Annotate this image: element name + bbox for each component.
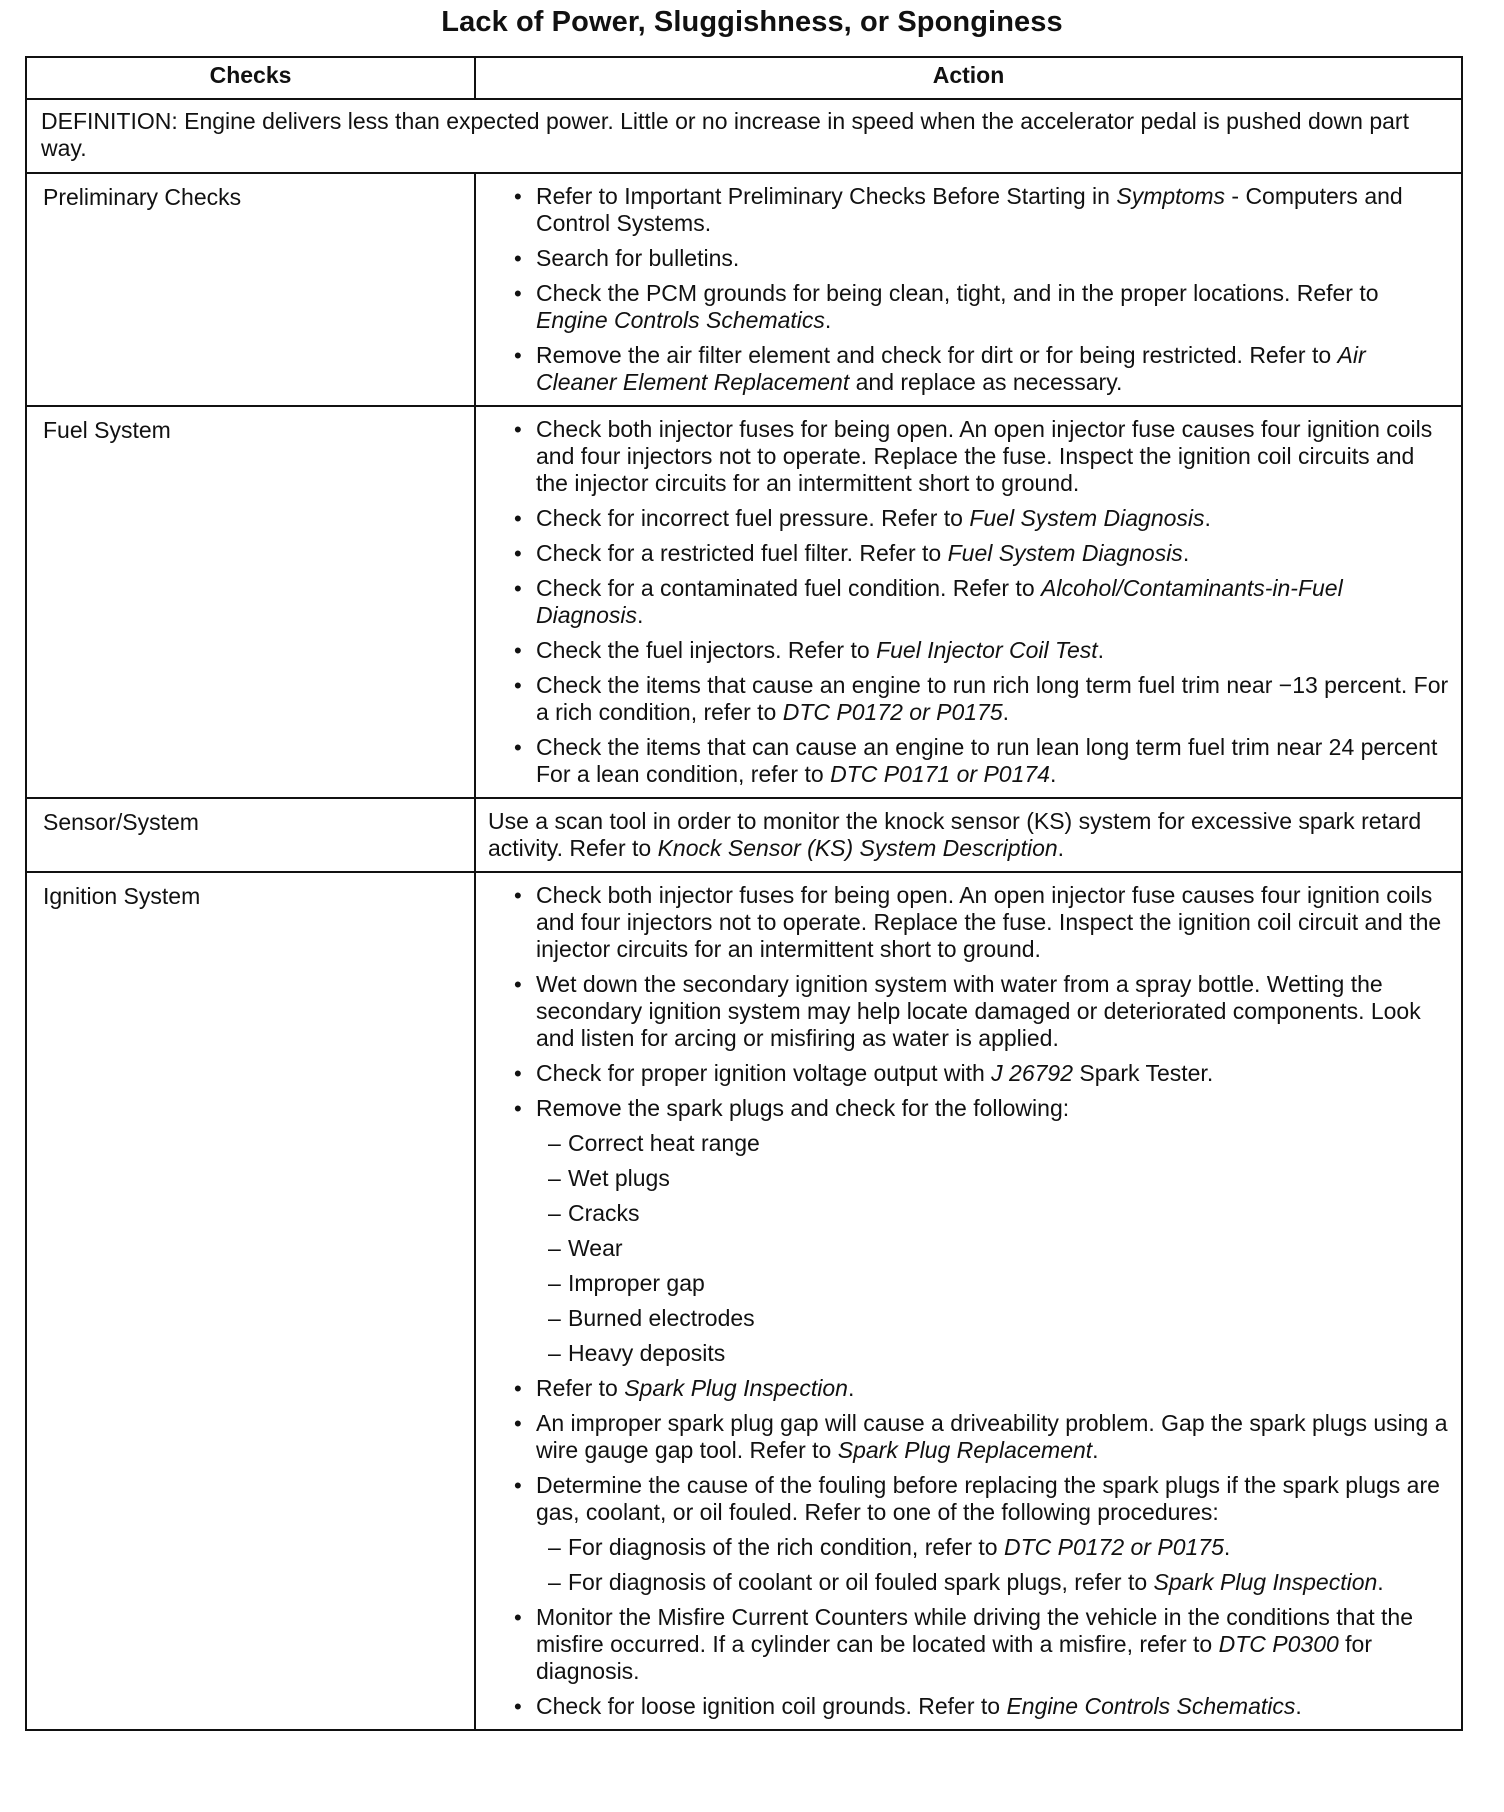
action-item: • Check for incorrect fuel pressure. Refer to Fuel System Diagnosis. bbox=[512, 505, 1451, 532]
sub-item: – Burned electrodes bbox=[536, 1305, 1451, 1332]
table-row bbox=[26, 406, 1462, 798]
action-item: • Check for proper ignition voltage output with J 26792 Spark Tester. bbox=[512, 1060, 1451, 1087]
action-item: • Determine the cause of the fouling before replacing the spark plugs if the spark plugs are gas, coolant, or oil fouled. Refer to one of the following procedures: – For diagnosis of the rich condition, refer to DTC P0172 or P0175. – For diagnosis of coolant or oil fouled spark plugs, refer to Spark Plug Inspection. bbox=[512, 1472, 1451, 1596]
sub-item: – Heavy deposits bbox=[536, 1340, 1451, 1367]
action-header: Action bbox=[475, 57, 1462, 99]
header-row bbox=[26, 57, 1462, 99]
sub-item: – Improper gap bbox=[536, 1270, 1451, 1297]
action-item: • Wet down the secondary ignition system with water from a spray bottle. Wetting the secondary ignition system may help locate damaged or deteriorated components. Look and listen for arcing or misfiring as water is applied. bbox=[512, 971, 1451, 1052]
check-preliminary: Preliminary Checks bbox=[26, 173, 475, 406]
sub-item: – For diagnosis of the rich condition, refer to DTC P0172 or P0175. bbox=[536, 1534, 1451, 1561]
action-cell bbox=[475, 406, 1462, 798]
action-cell: Use a scan tool in order to monitor the knock sensor (KS) system for excessive spark retard activity. Refer to Knock Sensor (KS) System Description. bbox=[475, 798, 1462, 872]
table-row bbox=[26, 798, 1462, 872]
check-fuel-system: Fuel System bbox=[26, 406, 475, 798]
action-item: • Refer to Spark Plug Inspection. bbox=[512, 1375, 1451, 1402]
page-title: Lack of Power, Sluggishness, or Sponginess bbox=[441, 6, 1063, 38]
action-item: • Refer to Important Preliminary Checks Before Starting in Symptoms - Computers and Control Systems. bbox=[512, 183, 1451, 237]
definition-row bbox=[26, 99, 1462, 173]
check-sensor-system: Sensor/System bbox=[26, 798, 475, 872]
action-cell bbox=[475, 872, 1462, 1730]
check-ignition-system: Ignition System bbox=[26, 872, 475, 1730]
action-item: • Check the items that can cause an engine to run lean long term fuel trim near 24 percent For a lean condition, refer to DTC P0171 or P0174. bbox=[512, 734, 1451, 788]
definition-text: DEFINITION: Engine delivers less than expected power. Little or no increase in speed when the accelerator pedal is pushed down part way. bbox=[26, 99, 1462, 173]
sub-item: – Wear bbox=[536, 1235, 1451, 1262]
diagnostic-table bbox=[25, 56, 1463, 1731]
action-item: • Search for bulletins. bbox=[512, 245, 1451, 272]
table-row bbox=[26, 173, 1462, 406]
sub-item: – Wet plugs bbox=[536, 1165, 1451, 1192]
sub-item: – Correct heat range bbox=[536, 1130, 1451, 1157]
action-item: • Check the items that cause an engine to run rich long term fuel trim near −13 percent. For a rich condition, refer to DTC P0172 or P0175. bbox=[512, 672, 1451, 726]
action-item: • Check the fuel injectors. Refer to Fuel Injector Coil Test. bbox=[512, 637, 1451, 664]
sub-item: – For diagnosis of coolant or oil fouled spark plugs, refer to Spark Plug Inspection. bbox=[536, 1569, 1451, 1596]
action-item: • Check both injector fuses for being open. An open injector fuse causes four ignition coils and four injectors not to operate. Replace the fuse. Inspect the ignition coil circuit and the injector circuits for an intermittent short to ground. bbox=[512, 882, 1451, 963]
action-item: • An improper spark plug gap will cause a driveability problem. Gap the spark plugs using a wire gauge gap tool. Refer to Spark Plug Replacement. bbox=[512, 1410, 1451, 1464]
action-item: • Remove the spark plugs and check for the following: – Correct heat range – Wet plugs – Cracks – Wear – Improper gap – Burned electrodes – Heavy deposits bbox=[512, 1095, 1451, 1367]
table-row bbox=[26, 872, 1462, 1730]
action-item: • Check the PCM grounds for being clean, tight, and in the proper locations. Refer to Engine Controls Schematics. bbox=[512, 280, 1451, 334]
sub-item: – Cracks bbox=[536, 1200, 1451, 1227]
action-item: • Check both injector fuses for being open. An open injector fuse causes four ignition coils and four injectors not to operate. Replace the fuse. Inspect the ignition coil circuits and the injector circuits for an intermittent short to ground. bbox=[512, 416, 1451, 497]
action-item: • Remove the air filter element and check for dirt or for being restricted. Refer to Air Cleaner Element Replacement and replace as necessary. bbox=[512, 342, 1451, 396]
checks-header: Checks bbox=[26, 57, 475, 99]
action-item: • Check for a contaminated fuel condition. Refer to Alcohol/Contaminants-in-Fuel Diagnosis. bbox=[512, 575, 1451, 629]
action-item: • Check for loose ignition coil grounds. Refer to Engine Controls Schematics. bbox=[512, 1693, 1451, 1720]
action-item: • Check for a restricted fuel filter. Refer to Fuel System Diagnosis. bbox=[512, 540, 1451, 567]
action-cell bbox=[475, 173, 1462, 406]
action-item: • Monitor the Misfire Current Counters while driving the vehicle in the conditions that the misfire occurred. If a cylinder can be located with a misfire, refer to DTC P0300 for diagnosis. bbox=[512, 1604, 1451, 1685]
